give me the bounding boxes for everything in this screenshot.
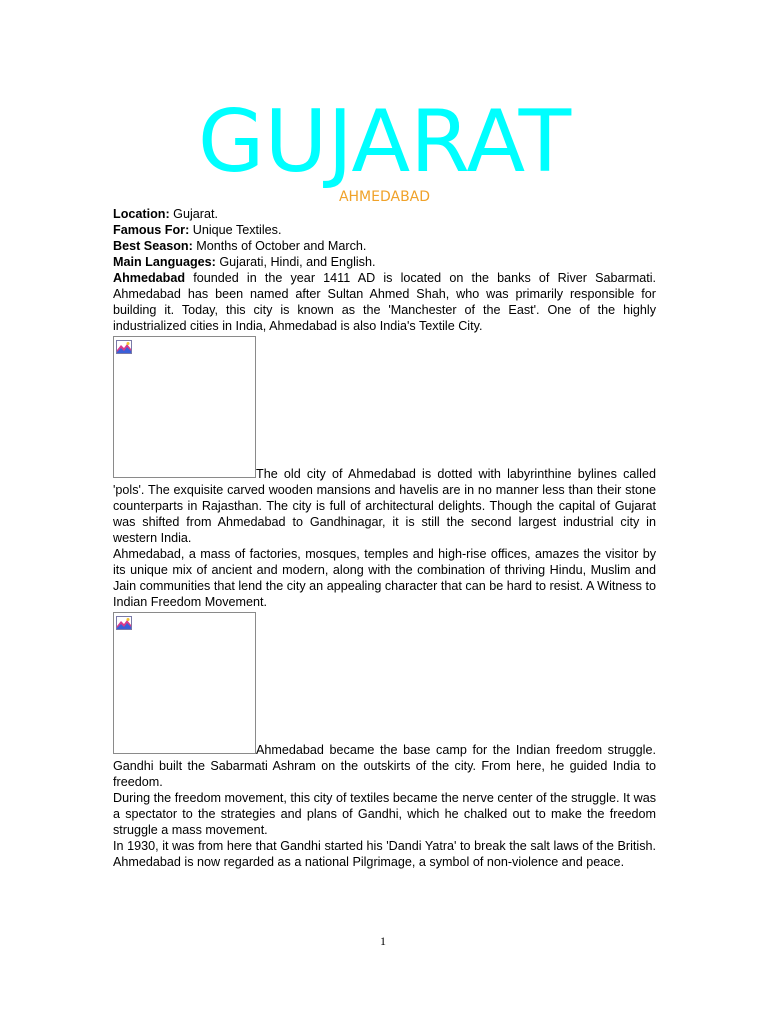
- old-city-text: The old city of Ahmedabad is dotted with labyrinthine bylines called 'pols'. The exquisite carved wooden mansions and havelis are in no manner less than their stone counterparts in Rajasthan. The city is full of architectural delights. Though the capital of Gujarat was shifted from Ahmedabad to Gandhinagar, it is still the second largest industrial city in western India.: [113, 467, 656, 545]
- broken-image-icon: [116, 616, 132, 630]
- page-subtitle: AHMEDABAD: [338, 189, 431, 205]
- fact-value: Gujarati, Hindi, and English.: [215, 255, 376, 269]
- fact-label: Main Languages:: [113, 255, 216, 269]
- fact-best-season: [113, 238, 656, 254]
- fact-value: Months of October and March.: [192, 239, 367, 253]
- fact-location: [113, 206, 656, 222]
- fact-languages: [113, 254, 656, 270]
- fact-value: Gujarat.: [169, 207, 218, 221]
- base-camp-text: Ahmedabad became the base camp for the Indian freedom struggle. Gandhi built the Sabarmati Ashram on the outskirts of the city. From here, he guided India to freedom.: [113, 743, 656, 789]
- page-title: GUJARAT: [197, 92, 572, 192]
- fact-label: Famous For:: [113, 223, 190, 237]
- broken-image-icon: [116, 340, 132, 354]
- fact-value: Unique Textiles.: [189, 223, 282, 237]
- dandi-paragraph: In 1930, it was from here that Gandhi started his 'Dandi Yatra' to break the salt laws of the British. Ahmedabad is now regarded as a national Pilgrimage, a symbol of non-violence and peace.: [113, 839, 656, 869]
- document-body: [113, 206, 656, 870]
- page-number: 1: [380, 934, 386, 948]
- mass-paragraph: Ahmedabad, a mass of factories, mosques, temples and high-rise offices, amazes the visitor by its unique mix of ancient and modern, along with the combination of thriving Hindu, Muslim and Jain communities that lend the city an appealing character that can be hard to resist. A Witness to Indian Freedom Movement.: [113, 547, 656, 609]
- fact-famous-for: [113, 222, 656, 238]
- intro-paragraph: [113, 270, 656, 334]
- broken-image-placeholder: [113, 612, 256, 754]
- old-city-paragraph: [113, 334, 656, 546]
- fact-label: Best Season:: [113, 239, 193, 253]
- broken-image-placeholder: [113, 336, 256, 478]
- freedom-paragraph: During the freedom movement, this city of textiles became the nerve center of the struggle. It was a spectator to the strategies and plans of Gandhi, which he chalked out to make the freedom struggle a mass movement.: [113, 791, 656, 837]
- base-camp-paragraph: [113, 610, 656, 790]
- intro-text: founded in the year 1411 AD is located on the banks of River Sabarmati. Ahmedabad has been named after Sultan Ahmed Shah, who was primarily responsible for building it. Today, this city is known as the 'Manchester of the East'. One of the highly industrialized cities in India, Ahmedabad is also India's Textile City.: [113, 271, 656, 333]
- intro-lead: Ahmedabad: [113, 271, 186, 285]
- fact-label: Location:: [113, 207, 170, 221]
